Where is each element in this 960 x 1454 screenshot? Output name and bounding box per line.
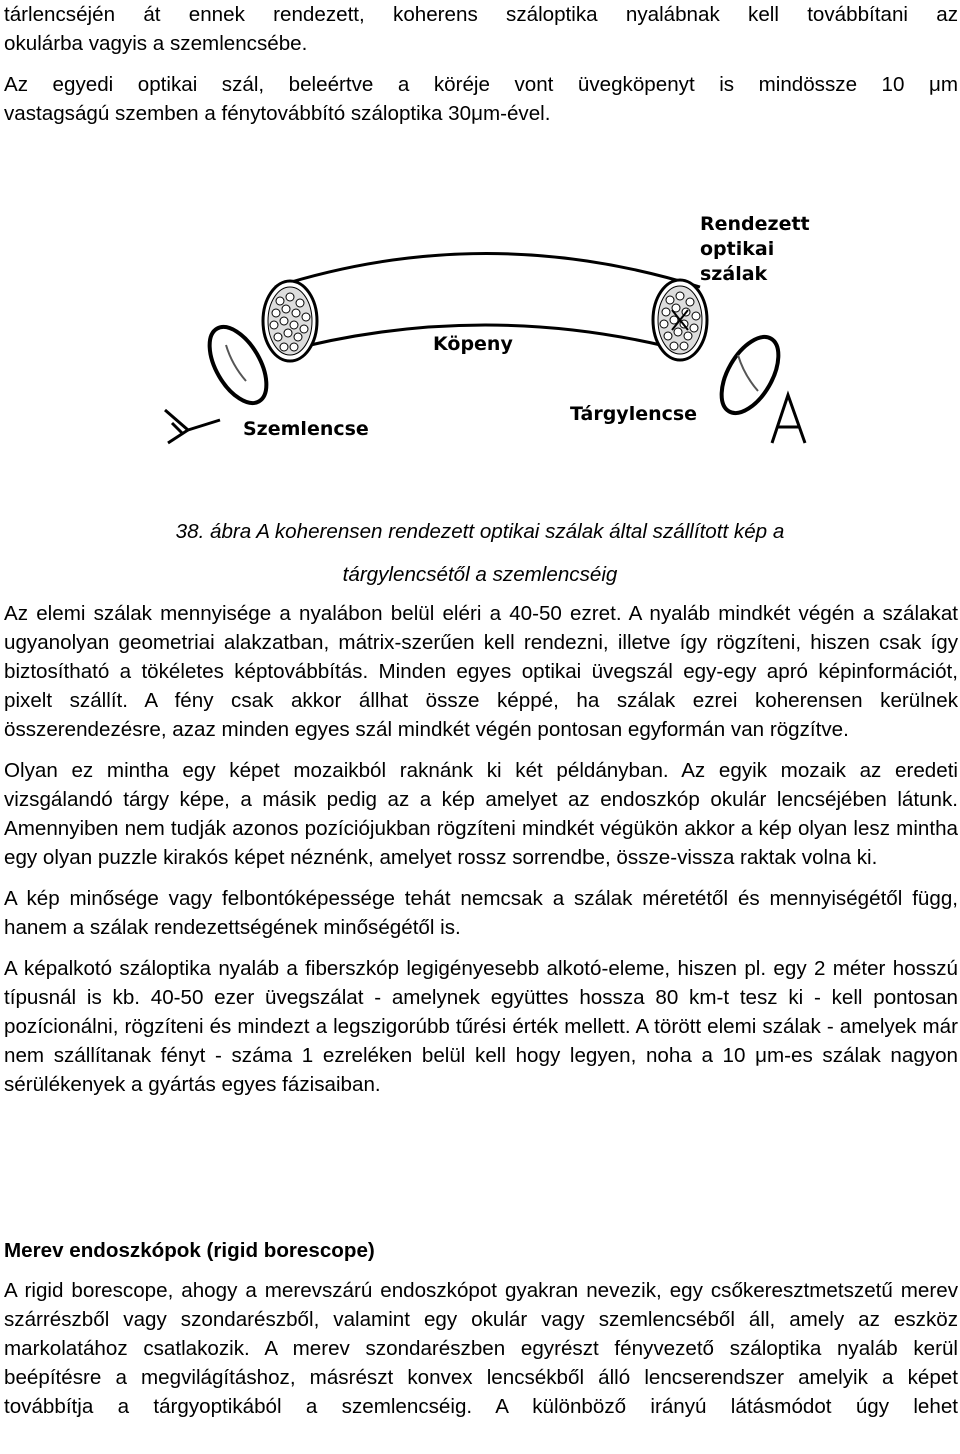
- label-optikai: optikai: [700, 238, 775, 260]
- label-szemlencse: Szemlencse: [243, 418, 369, 440]
- section-heading: Merev endoszkópok (rigid borescope): [4, 1239, 375, 1262]
- left-image-a-icon: [165, 410, 220, 443]
- right-object-a-icon: [772, 395, 805, 443]
- label-szalak: szálak: [700, 263, 768, 285]
- sheath-top-edge: [275, 254, 700, 288]
- label-kopeny: Köpeny: [433, 333, 513, 355]
- intro-line-3: Az egyedi optikai szál, beleértve a köréje vont üvegköpenyt is mindössze 10 μm: [4, 73, 958, 96]
- intro-line-2: okulárba vagyis a szemlencsébe.: [4, 32, 308, 55]
- intro-line-4: vastagságú szemben a fénytovábbító száloptika 30μm-ével.: [4, 102, 551, 125]
- figure-caption-line-1: 38. ábra A koherensen rendezett optikai szálak által szállított kép a: [175, 520, 785, 543]
- paragraph-3: A kép minősége vagy felbontóképessége tehát nemcsak a szálak méretétől és mennyiségétől függ, hanem a szálak rendezettségének minőségétől is.: [4, 887, 958, 939]
- body-text: [4, 599, 958, 1099]
- label-targylencse: Tárgylencse: [570, 403, 698, 425]
- objective-lens-icon: [710, 328, 790, 423]
- right-fiber-end-icon: [653, 280, 707, 360]
- label-rendezett: Rendezett: [700, 213, 810, 235]
- intro-line-1: tárlencséjén át ennek rendezett, koherens száloptika nyalábnak kell továbbítani az: [4, 3, 958, 26]
- fiber-bundle-figure: [160, 205, 810, 450]
- paragraph-5: A rigid borescope, ahogy a merevszárú endoszkópot gyakran nevezik, egy csőkeresztmetszetű merev szárrészből vagy szondarészből, valamint egy okulár vagy szemlencséből áll, amely az eszköz markolatához csatlakozik. A merev szondarészben egyrészt fényvezető száloptika nyaláb kerül beépítésre a megvilágításhoz, másrészt konvex lencsékből álló lencserendszer amelyik a képet továbbítja a tárgyoptikából a szemlencséig. A különböző irányú látásmódot úgy lehet: [4, 1279, 958, 1418]
- paragraph-1: Az elemi szálak mennyisége a nyalábon belül eléri a 40-50 ezret. A nyaláb mindkét végén a szálakat ugyanolyan geometriai alakzatban, mátrix-szerűen kell rendezni, illetve így rögzíteni, hiszen csak így biztosítható a tökéletes képtovábbítás. Minden egyes optikai üvegszál egy-egy apró képinformációt, pixelt szállít. A fény csak akkor állhat össze képpé, ha szálak ezrei koherensen kerülnek összerendezésre, azaz minden egyes szál mindkét végén pontosan egyformán van rögzítve.: [4, 602, 958, 741]
- body-text-2: [4, 1276, 958, 1421]
- paragraph-4: A képalkotó száloptika nyaláb a fiberszkóp legigényesebb alkotó-eleme, hiszen pl. egy 2 méter hosszú típusnál is kb. 40-50 ezer üvegszálat - amelynek együttes hossza 80 km-t tesz ki - kell pontosan pozícionálni, rögzíteni és mindezt a legszigorúbb tűrési érték mellett. A törött elemi szálak - amelyek már nem szállítanak fényt - száma 1 ezreléken belül kell hogy legyen, noha a 10 μm-es szálak nagyon sérülékenyek a gyártás egyes fázisaiban.: [4, 957, 958, 1096]
- figure-caption-line-2: tárgylencsétől a szemlencséig: [342, 563, 618, 586]
- paragraph-2: Olyan ez mintha egy képet mozaikból raknánk ki két példányban. Az egyik mozaik az eredeti vizsgálandó tárgy képe, a másik pedig az a kép amelyet az endoszkóp okulár lencséjében látunk. Amennyiben nem tudják azonos pozíciójukban rögzíteni mindkét végükön akkor a kép olyan lesz mintha egy olyan puzzle kirakós képet néznénk, amelyet rossz sorrendbe, össze-vissza raktak volna ki.: [4, 759, 958, 869]
- left-fiber-end-icon: [263, 281, 317, 361]
